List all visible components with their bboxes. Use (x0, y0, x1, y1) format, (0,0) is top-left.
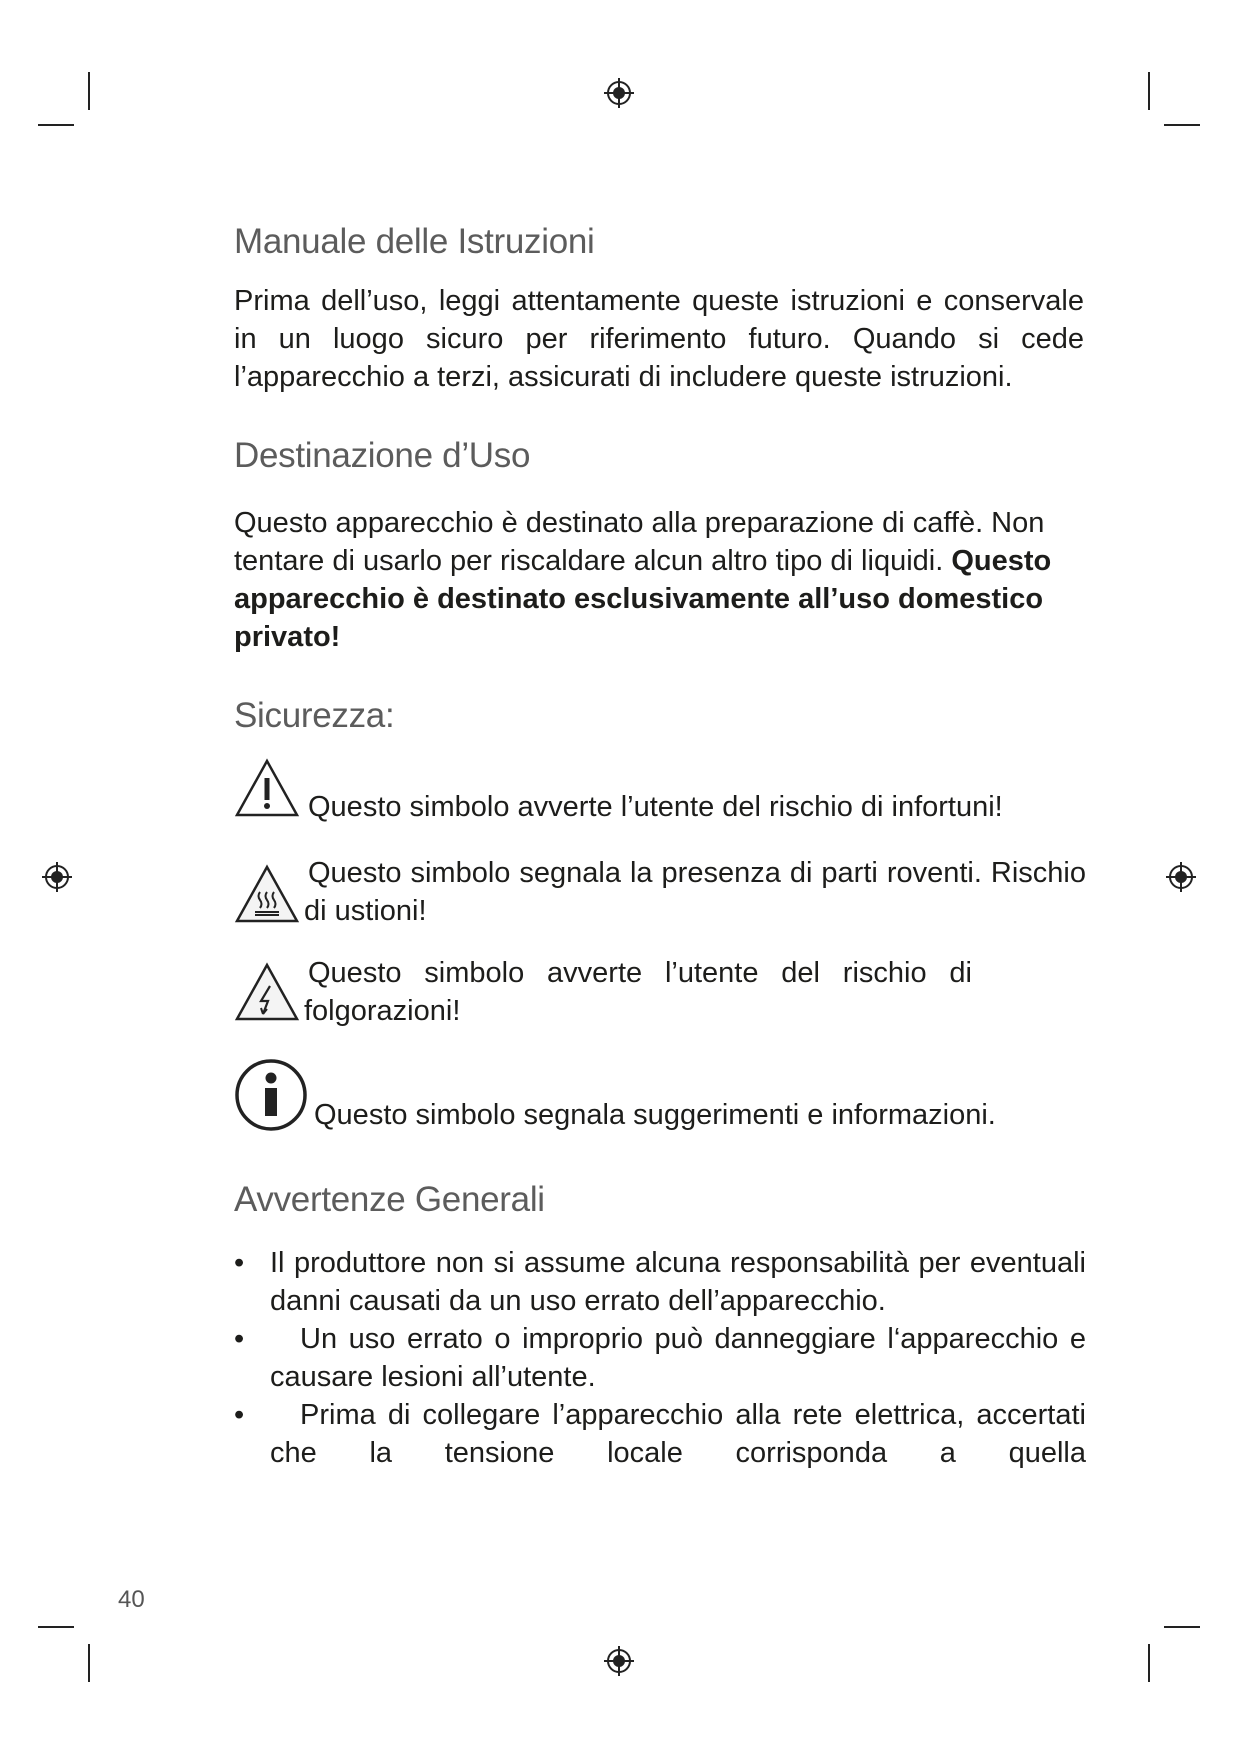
page-number: 40 (118, 1586, 145, 1613)
intended-use-paragraph (234, 504, 1084, 656)
bullet-icon: • (234, 1323, 245, 1355)
symbol-text-electric: Questo simbolo avverte l’utente del rischio di folgorazioni! (304, 957, 972, 1027)
page-content (234, 222, 1084, 1472)
list-item (234, 1396, 1086, 1472)
intended-use-bold-text: Questo apparecchio è destinato esclusivamente all’uso domestico privato! (234, 545, 1052, 653)
warning-triangle-icon (234, 758, 300, 818)
list-item (234, 1320, 1086, 1396)
section-title-manual: Manuale delle Istruzioni (234, 222, 595, 261)
crop-mark-tr-h (1164, 124, 1200, 126)
symbol-text-hot: Questo simbolo segnala la presenza di parti roventi. Rischio di ustioni! (304, 857, 1086, 927)
symbol-text-injury: Questo simbolo avverte l’utente del rischio di infortuni! (308, 791, 1003, 823)
bullet-icon: • (234, 1247, 245, 1279)
manual-paragraph: Prima dell’uso, leggi attentamente queste istruzioni e conservale in un luogo sicuro per riferimento futuro. Quando si cede l’apparecchio a terzi, assicurati di includere queste istruzioni. (234, 285, 1084, 393)
electric-shock-icon (234, 962, 300, 1022)
warnings-list (234, 1244, 1086, 1472)
warning-text-2: Un uso errato o improprio può danneggiare l‘apparecchio e causare lesioni all’utente. (270, 1323, 1086, 1393)
symbol-text-info: Questo simbolo segnala suggerimenti e informazioni. (314, 1099, 996, 1131)
warning-text-3: Prima di collegare l’apparecchio alla rete elettrica, accertati che la tensione locale corrisponda a quella (270, 1399, 1086, 1469)
registration-mark-icon (602, 76, 636, 110)
list-item (234, 1244, 1086, 1320)
symbol-row-electric (234, 954, 1084, 1030)
crop-mark-bl-h (38, 1626, 74, 1628)
info-icon (234, 1058, 308, 1132)
crop-mark-br-h (1164, 1626, 1200, 1628)
warning-text-1: Il produttore non si assume alcuna responsabilità per eventuali danni causati da un uso errato dell’apparecchio. (270, 1247, 1086, 1317)
hot-surface-icon (234, 864, 300, 924)
symbol-row-hot (234, 854, 1084, 930)
section-title-intended-use: Destinazione d’Uso (234, 436, 531, 475)
section-title-general-warnings: Avvertenze Generali (234, 1180, 545, 1219)
registration-mark-icon (1164, 860, 1198, 894)
registration-mark-icon (602, 1644, 636, 1678)
crop-mark-tl-v (88, 72, 90, 110)
symbol-row-info (234, 1058, 1084, 1138)
symbol-row-injury (234, 758, 1084, 822)
intended-use-text: Questo apparecchio è destinato alla preparazione di caffè. Non tentare di usarlo per riscaldare alcun altro tipo di liquidi. (234, 507, 1045, 577)
crop-mark-bl-v (88, 1644, 90, 1682)
registration-mark-icon (40, 860, 74, 894)
crop-mark-tl-h (38, 124, 74, 126)
crop-mark-tr-v (1148, 72, 1150, 110)
bullet-icon: • (234, 1399, 245, 1431)
section-title-safety: Sicurezza: (234, 696, 395, 735)
crop-mark-br-v (1148, 1644, 1150, 1682)
